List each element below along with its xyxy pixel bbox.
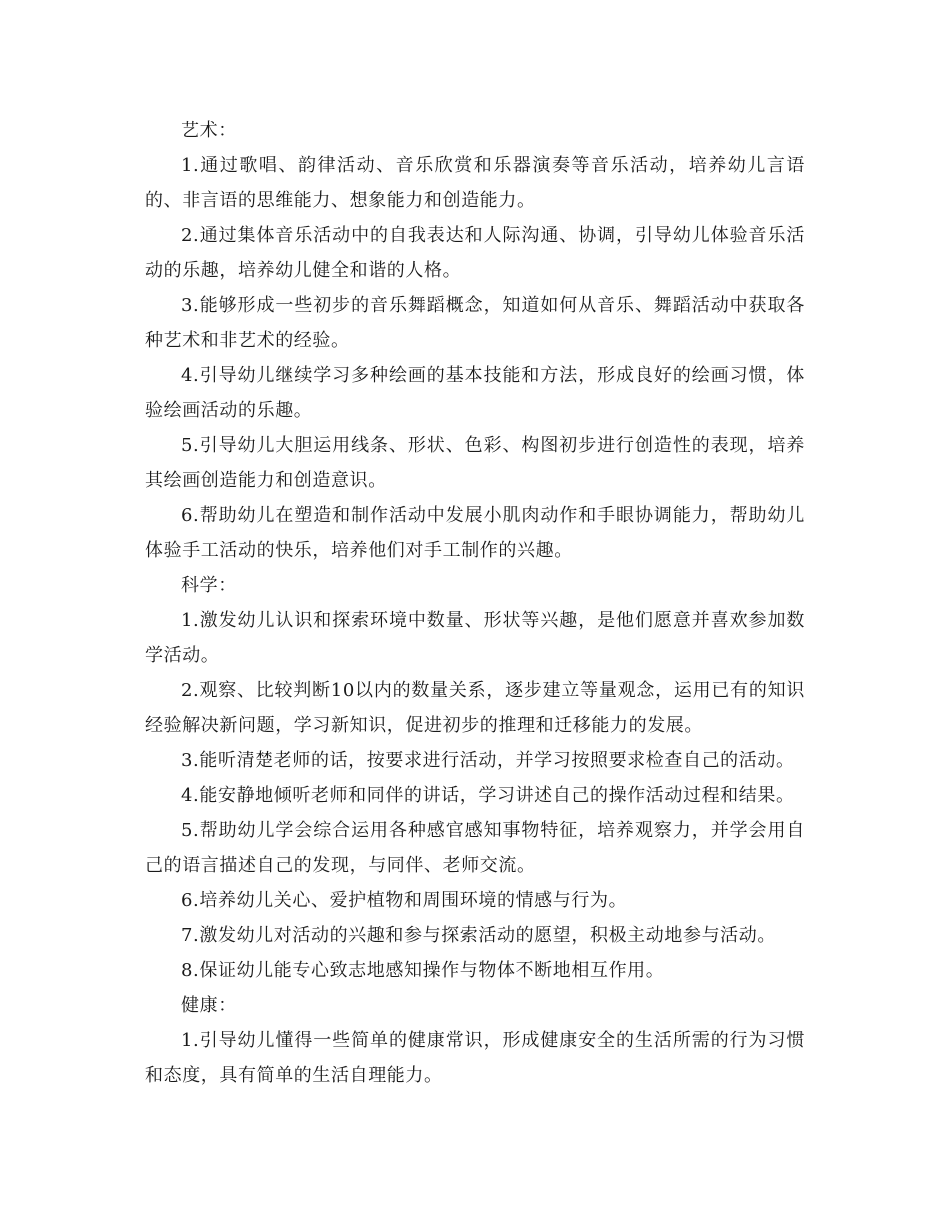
science-item-7: 7.激发幼儿对活动的兴趣和参与探索活动的愿望，积极主动地参与活动。 [181,925,776,946]
science-item-3: 3.能听清楚老师的话，按要求进行活动，并学习按照要求检查自己的活动。 [181,750,795,771]
science-item-1: 1.激发幼儿认识和探索环境中数量、形状等兴趣，是他们愿意并喜欢参加数学活动。 [145,610,805,666]
science-item-2: 2.观察、比较判断10以内的数量关系，逐步建立等量观念，运用已有的知识经验解决新问题，学习新知识，促进初步的推理和迁移能力的发展。 [145,680,805,736]
art-item-3: 3.能够形成一些初步的音乐舞蹈概念，知道如何从音乐、舞蹈活动中获取各种艺术和非艺术的经验。 [145,295,805,351]
section-heading-art: 艺术： [181,120,237,141]
science-item-8: 8.保证幼儿能专心致志地感知操作与物体不断地相互作用。 [181,960,665,981]
document-body [145,113,805,1093]
art-item-1: 1.通过歌唱、韵律活动、音乐欣赏和乐器演奏等音乐活动，培养幼儿言语的、非言语的思维能力、想象能力和创造能力。 [145,155,805,211]
science-item-5: 5.帮助幼儿学会综合运用各种感官感知事物特征，培养观察力，并学会用自己的语言描述自己的发现，与同伴、老师交流。 [145,820,805,876]
section-heading-health: 健康： [181,995,237,1016]
art-item-2: 2.通过集体音乐活动中的自我表达和人际沟通、协调，引导幼儿体验音乐活动的乐趣，培养幼儿健全和谐的人格。 [145,225,805,281]
art-item-5: 5.引导幼儿大胆运用线条、形状、色彩、构图初步进行创造性的表现，培养其绘画创造能力和创造意识。 [145,435,805,491]
art-item-4: 4.引导幼儿继续学习多种绘画的基本技能和方法，形成良好的绘画习惯，体验绘画活动的乐趣。 [145,365,805,421]
science-item-4: 4.能安静地倾听老师和同伴的讲话，学习讲述自己的操作活动过程和结果。 [181,785,795,806]
art-item-6: 6.帮助幼儿在塑造和制作活动中发展小肌肉动作和手眼协调能力，帮助幼儿体验手工活动的快乐，培养他们对手工制作的兴趣。 [145,505,805,561]
section-heading-science: 科学： [181,575,237,596]
health-item-1: 1.引导幼儿懂得一些简单的健康常识，形成健康安全的生活所需的行为习惯和态度，具有简单的生活自理能力。 [145,1030,805,1086]
science-item-6: 6.培养幼儿关心、爱护植物和周围环境的情感与行为。 [181,890,628,911]
